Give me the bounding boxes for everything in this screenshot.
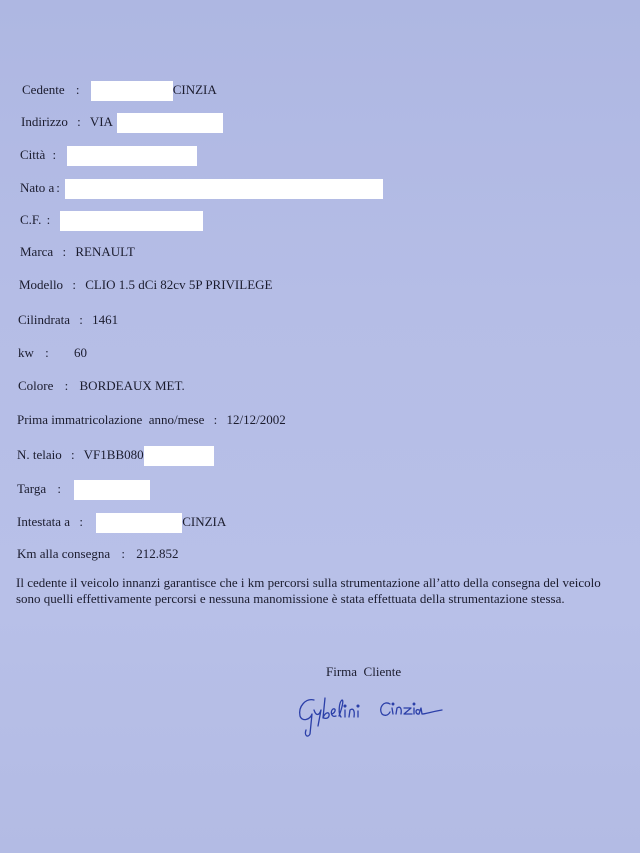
kw-label: kw: [18, 345, 34, 360]
intestata-redaction: [96, 513, 182, 533]
cf-redaction: [60, 211, 203, 231]
indirizzo-value: VIA: [89, 113, 113, 129]
targa-row: [17, 480, 150, 500]
nato-a-label: Nato a: [20, 179, 55, 195]
telaio-value: VF1BB080: [83, 446, 144, 462]
immatricolazione-separator: :: [213, 412, 218, 427]
indirizzo-redaction: [117, 113, 223, 133]
nato-a-row: [20, 179, 383, 199]
citta-row: [20, 146, 197, 166]
cedente-value: CINZIA: [172, 81, 217, 97]
modello-label: Modello: [19, 277, 64, 292]
intestata-value: CINZIA: [182, 513, 227, 529]
colore-value: BORDEAUX MET.: [79, 378, 185, 393]
cedente-separator: :: [75, 81, 80, 97]
indirizzo-label: Indirizzo: [21, 113, 68, 129]
citta-redaction: [67, 146, 197, 166]
marca-value: RENAULT: [75, 244, 135, 259]
citta-separator: :: [52, 146, 57, 162]
immatricolazione-row: [17, 412, 286, 428]
km-separator: :: [121, 546, 126, 561]
targa-label: Targa: [17, 480, 47, 496]
modello-value: CLIO 1.5 dCi 82cv 5P PRIVILEGE: [85, 277, 273, 292]
telaio-separator: :: [71, 446, 75, 462]
cedente-row: [22, 81, 217, 101]
cilindrata-separator: :: [79, 312, 83, 327]
telaio-redaction: [144, 446, 214, 466]
km-label: Km alla consegna: [17, 546, 111, 561]
immatricolazione-label: Prima immatricolazione anno/mese: [17, 412, 205, 427]
cilindrata-label: Cilindrata: [18, 312, 70, 327]
cf-row: [20, 211, 203, 231]
intestata-separator: :: [79, 513, 83, 529]
cilindrata-value: 1461: [92, 312, 119, 327]
km-row: [17, 546, 179, 562]
cf-label: C.F.: [20, 211, 42, 227]
cedente-redaction: [91, 81, 173, 101]
nato-a-redaction: [65, 179, 383, 199]
targa-separator: :: [57, 480, 62, 496]
citta-label: Città: [20, 146, 46, 162]
cedente-label: Cedente: [22, 81, 65, 97]
nato-a-separator: :: [56, 179, 60, 195]
marca-separator: :: [62, 244, 67, 259]
kw-separator: :: [45, 345, 49, 360]
signature-label: Firma Cliente: [326, 664, 402, 679]
cilindrata-row: [18, 312, 118, 328]
marca-row: [20, 244, 135, 260]
intestata-row: [17, 513, 226, 533]
telaio-label: N. telaio: [17, 446, 62, 462]
cf-separator: :: [46, 211, 51, 227]
intestata-label: Intestata a: [17, 513, 71, 529]
colore-row: [18, 378, 185, 394]
signature-scribble: [292, 690, 452, 740]
colore-label: Colore: [18, 378, 54, 393]
indirizzo-row: [21, 113, 223, 133]
modello-row: [19, 277, 272, 293]
kw-row: [18, 345, 87, 361]
kw-value: 60: [74, 345, 88, 360]
km-value: 212.852: [136, 546, 179, 561]
marca-label: Marca: [20, 244, 54, 259]
immatricolazione-value: 12/12/2002: [226, 412, 286, 427]
indirizzo-separator: :: [77, 113, 81, 129]
handwritten-signature: [292, 690, 452, 745]
telaio-row: [17, 446, 214, 466]
colore-separator: :: [64, 378, 69, 393]
modello-separator: :: [72, 277, 76, 292]
targa-redaction: [74, 480, 150, 500]
declaration-paragraph: Il cedente il veicolo innanzi garantisce che i km percorsi sulla strumentazione all’atto della consegna del veicolo sono quelli effettivamente percorsi e nessuna manomissione è stata effettuata della strumentazione stessa.: [16, 575, 601, 606]
